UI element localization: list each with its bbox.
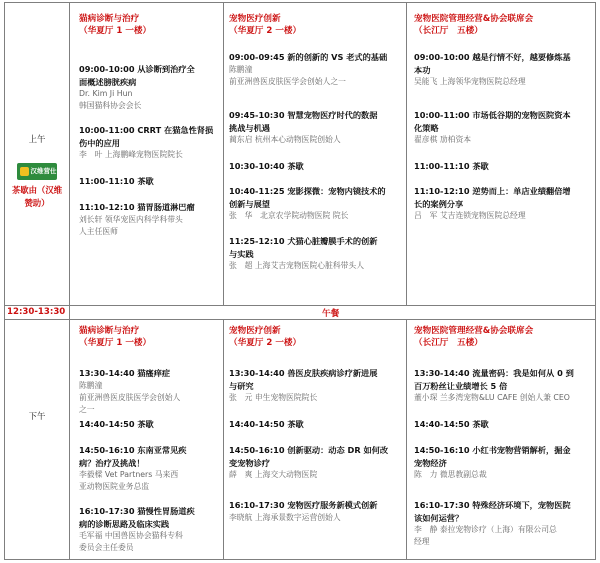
session-title: 伤中的应用	[79, 137, 120, 148]
session-speaker: 毛军福 中国兽医协会猫科专科	[79, 531, 183, 540]
session-speaker: 李毅樑 Vet Partners 马来西	[79, 470, 179, 479]
session-title: 该如何运营？	[414, 512, 464, 523]
session-title: 11:25-12:10 犬猫心脏瓣膜手术的创新	[229, 236, 378, 246]
lunch-time: 12:30-13:30	[7, 307, 66, 317]
track-header-line: （长江厅 五楼）	[414, 338, 483, 348]
session-title: 与研究	[229, 380, 254, 391]
session-title: 13:30-14:40 猫瘙痒症	[79, 368, 171, 378]
session-item	[414, 160, 594, 173]
session-title: 创新与展望	[229, 198, 270, 209]
session-item	[79, 201, 222, 238]
session-speaker: 翟彦棋 劢柏资本	[414, 135, 472, 144]
session-title: 09:00-10:00 越是行情不好，越要修炼基	[414, 52, 571, 62]
session-title: 16:10-17:30 宠物医疗服务新模式创新	[229, 500, 378, 510]
session-title: 宠物经济	[414, 457, 447, 468]
lunch-label-cell	[69, 305, 596, 320]
hanwei-logo	[17, 163, 57, 180]
c3-morning-cell	[406, 2, 596, 306]
session-title: 09:45-10:30 智慧宠物医疗时代的数据	[229, 110, 378, 120]
session-title: 16:10-17:30 特殊经济环境下，宠物医院	[414, 500, 571, 510]
track-header-line: （长江厅 五楼）	[414, 26, 483, 36]
session-item	[79, 124, 222, 161]
sponsor-note	[7, 184, 67, 210]
session-speaker: 董小琛 兰多湾宠物&LU CAFE 创始人兼 CEO	[414, 393, 570, 402]
session-title: 百万粉丝让业绩增长 5 倍	[414, 380, 508, 391]
sponsor-line: 茶歇由（汉维	[11, 185, 63, 195]
session-title: 长的案例分享	[414, 198, 464, 209]
session-title: 与实践	[229, 248, 254, 259]
session-item	[229, 444, 405, 481]
session-title: 10:00-11:00 CRRT 在猫急性肾损	[79, 125, 214, 135]
session-speaker: 陈 力 微思教副总裁	[414, 470, 487, 479]
session-title: 10:30-10:40 茶歇	[229, 161, 304, 171]
afternoon-label-cell	[4, 319, 70, 560]
session-title: 16:10-17:30 猫慢性胃肠道疾	[79, 506, 195, 516]
session-title: 本功	[414, 64, 431, 75]
session-item	[79, 418, 222, 431]
session-title: 病的诊断思路及临床实践	[79, 518, 170, 529]
track-header-line: （华夏厅 2 一楼）	[229, 26, 302, 36]
session-title: 14:50-16:10 小红书宠物营销解析，掘金	[414, 445, 571, 455]
session-title: 11:10-12:10 猫胃肠道淋巴瘤	[79, 202, 195, 212]
session-speaker: 经理	[414, 537, 430, 546]
session-title: 化策略	[414, 122, 439, 133]
track-header	[414, 325, 594, 349]
session-speaker: 李晓航 上海承景数字运营创始人	[229, 512, 341, 522]
session-item	[414, 418, 594, 431]
session-item	[79, 444, 222, 493]
session-speaker: 韩国猫科协会会长	[79, 101, 142, 110]
session-item	[229, 235, 405, 272]
track-header-line: 宠物医院管理经营&协会联席会	[414, 326, 534, 336]
session-item	[229, 109, 405, 146]
track-header-line: 宠物医疗创新	[229, 326, 281, 336]
session-speaker: 陈鹏潼	[229, 64, 253, 74]
track-header	[229, 13, 405, 37]
session-item	[229, 418, 405, 431]
session-title: 10:40-11:25 宠影探微：宠物内镜技术的	[229, 186, 386, 196]
track-header	[229, 325, 405, 349]
track-header	[79, 13, 222, 37]
session-title: 13:30-14:40 流量密码：我是如何从 0 到	[414, 368, 574, 378]
session-speaker: 李 叶 上海鹏峰宠物医院院长	[79, 150, 183, 159]
session-speaker: 刘长轩 领华宠医内科学科带头	[79, 214, 183, 224]
session-item	[414, 444, 594, 481]
sponsor-line: 赞助）	[24, 198, 50, 208]
session-title: 14:40-14:50 茶歇	[414, 419, 489, 429]
c1-morning-cell	[69, 2, 224, 306]
session-speaker: 薛 爽 上海交大动物医院	[229, 470, 318, 479]
session-item	[229, 160, 405, 173]
session-item	[229, 367, 405, 404]
morning-label: 上午	[28, 134, 46, 144]
session-item	[414, 185, 594, 222]
session-title: 14:40-14:50 茶歇	[79, 419, 154, 429]
session-title: 14:50-16:10 创新驱动：动态 DR 如何改	[229, 445, 389, 455]
session-title: 13:30-14:40 兽医皮肤疾病诊疗新进展	[229, 368, 378, 378]
morning-label-cell	[4, 2, 70, 306]
session-speaker: 人主任医师	[79, 226, 118, 236]
session-speaker: 亚动物医院业务总监	[79, 482, 150, 491]
session-title: 09:00-10:00 从诊断到治疗全	[79, 64, 195, 74]
track-header-line: （华夏厅 1 一楼）	[79, 26, 152, 36]
track-header	[414, 13, 594, 37]
session-item	[79, 175, 222, 188]
session-title: 11:00-11:10 茶歇	[79, 176, 154, 186]
track-header-line: （华夏厅 1 一楼）	[79, 338, 152, 348]
session-speaker: 之一	[79, 404, 95, 414]
track-header-line: 猫病诊断与治疗	[79, 326, 140, 336]
session-title: 14:50-16:10 东南亚常见疾	[79, 445, 187, 455]
session-item	[414, 499, 594, 548]
session-title: 挑战与机遇	[229, 122, 270, 133]
session-title: 14:40-14:50 茶歇	[229, 419, 304, 429]
session-item	[79, 505, 222, 554]
track-header-line: 宠物医疗创新	[229, 14, 281, 24]
track-header-line: （华夏厅 2 一楼）	[229, 338, 302, 348]
session-speaker: 前亚洲兽医皮肤医学会创始人	[79, 392, 181, 402]
afternoon-label: 下午	[28, 411, 46, 421]
session-speaker: 张 华 北京农学院动物医院 院长	[229, 211, 349, 220]
session-speaker: 吴能飞 上海领华宠物医院总经理	[414, 77, 526, 86]
session-speaker: 陈鹏潼	[79, 380, 103, 390]
c1-afternoon-cell	[69, 319, 224, 560]
session-item	[414, 109, 594, 146]
session-speaker: 张 超 上海艾吉宠物医院心脏科带头人	[229, 261, 365, 270]
c2-afternoon-cell	[223, 319, 407, 560]
session-speaker: 张 元 申生宠物医院院长	[229, 393, 318, 402]
session-item	[414, 51, 594, 88]
session-speaker: 吕 军 艾吉连锁宠物医院总经理	[414, 211, 526, 220]
session-title: 09:00-09:45 新的创新的 VS 老式的基础	[229, 52, 388, 62]
session-item	[79, 367, 222, 416]
track-header-line: 宠物医院管理经营&协会联席会	[414, 14, 534, 24]
session-speaker: 委员会主任委员	[79, 543, 134, 552]
session-title: 变宠物诊疗	[229, 457, 270, 468]
c3-afternoon-cell	[406, 319, 596, 560]
session-speaker: 前亚洲兽医皮肤医学会创始人之一	[229, 76, 346, 86]
lunch-label: 午餐	[322, 309, 340, 319]
schedule-table	[4, 2, 596, 560]
session-title: 11:00-11:10 茶歇	[414, 161, 489, 171]
session-item	[229, 51, 405, 88]
session-title: 面概述膀胱疾病	[79, 76, 137, 87]
session-speaker: 李 静 泰拉宠物诊疗（上海）有限公司总	[414, 525, 557, 534]
session-title: 10:00-11:00 市场低谷期的宠物医院资本	[414, 110, 571, 120]
c2-morning-cell	[223, 2, 407, 306]
session-item	[79, 63, 222, 112]
session-item	[229, 499, 405, 524]
hanwei-logo-text: 汉维营仕	[30, 167, 57, 175]
session-speaker: 蔺东启 杭州本心动物医院创始人	[229, 135, 341, 144]
track-header	[79, 325, 222, 349]
session-item	[414, 367, 594, 404]
session-item	[229, 185, 405, 222]
lunch-time-cell	[4, 305, 70, 320]
session-speaker: Dr. Kim Ji Hun	[79, 89, 133, 98]
hanwei-logo-icon	[20, 167, 29, 176]
session-title: 11:10-12:10 逆势而上：单店业绩翻倍增	[414, 186, 571, 196]
track-header-line: 猫病诊断与治疗	[79, 14, 140, 24]
session-title: 病？治疗及挑战！	[79, 457, 145, 468]
